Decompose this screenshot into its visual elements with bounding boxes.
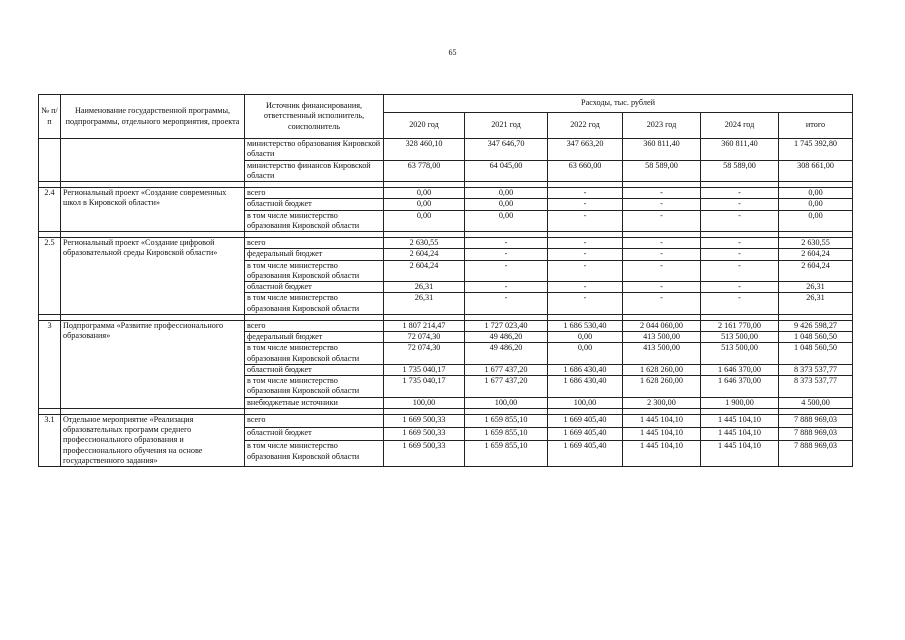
value-year: 100,00 — [548, 397, 623, 408]
value-year: 1 669 405,40 — [548, 414, 623, 427]
funding-source: в том числе министерство образования Кировской области — [245, 210, 384, 232]
value-year: - — [623, 282, 701, 293]
value-year: 513 500,00 — [701, 332, 779, 343]
value-year: 1 727 023,40 — [465, 320, 548, 331]
value-year: 1 677 437,20 — [465, 376, 548, 398]
funding-source: министерство финансов Кировской области — [245, 160, 384, 182]
row-number: 3.1 — [39, 414, 61, 466]
header-year-2021: 2021 год — [465, 113, 548, 139]
value-total: 0,00 — [779, 210, 853, 232]
value-year: - — [623, 293, 701, 315]
value-year: - — [701, 260, 779, 282]
table-body — [39, 139, 853, 467]
header-year-2022: 2022 год — [548, 113, 623, 139]
value-year: 360 811,40 — [623, 139, 701, 161]
value-year: - — [623, 188, 701, 199]
value-year: 0,00 — [465, 210, 548, 232]
value-year: 413 500,00 — [623, 343, 701, 365]
value-year: 64 045,00 — [465, 160, 548, 182]
value-year: 0,00 — [548, 332, 623, 343]
value-year: - — [465, 249, 548, 260]
value-year: - — [548, 282, 623, 293]
value-year: 0,00 — [384, 210, 465, 232]
value-year: 63 778,00 — [384, 160, 465, 182]
value-year: 1 807 214,47 — [384, 320, 465, 331]
value-year: - — [623, 199, 701, 210]
funding-source: в том числе министерство образования Кировской области — [245, 441, 384, 467]
funding-source: министерство образования Кировской области — [245, 139, 384, 161]
table-row — [39, 139, 853, 161]
funding-source: всего — [245, 414, 384, 427]
value-year: 0,00 — [465, 188, 548, 199]
value-year: 1 669 405,40 — [548, 428, 623, 441]
value-total: 0,00 — [779, 199, 853, 210]
value-year: - — [701, 199, 779, 210]
header-no: № п/п — [39, 95, 61, 139]
header-source: Источник финансирования, ответственный исполнитель, соисполнитель — [245, 95, 384, 139]
value-year: - — [623, 260, 701, 282]
value-year: 1 900,00 — [701, 397, 779, 408]
funding-source: всего — [245, 320, 384, 331]
value-year: 72 074,30 — [384, 343, 465, 365]
value-year: 1 628 260,00 — [623, 364, 701, 375]
funding-source: областной бюджет — [245, 428, 384, 441]
value-year: - — [701, 249, 779, 260]
header-year-2023: 2023 год — [623, 113, 701, 139]
value-year: - — [701, 188, 779, 199]
value-year: - — [548, 188, 623, 199]
value-year: 1 677 437,20 — [465, 364, 548, 375]
program-name: Региональный проект «Создание современных школ в Кировской области» — [61, 188, 245, 232]
value-year: 1 659 855,10 — [465, 428, 548, 441]
value-year: 1 686 530,40 — [548, 320, 623, 331]
funding-source: областной бюджет — [245, 364, 384, 375]
value-year: 347 646,70 — [465, 139, 548, 161]
value-year: 328 460,10 — [384, 139, 465, 161]
value-year: 1 646 370,00 — [701, 376, 779, 398]
value-year: 1 659 855,10 — [465, 414, 548, 427]
value-year: - — [465, 260, 548, 282]
value-year: 0,00 — [384, 188, 465, 199]
value-year: 413 500,00 — [623, 332, 701, 343]
value-year: - — [623, 249, 701, 260]
funding-source: всего — [245, 238, 384, 249]
value-total: 1 048 560,50 — [779, 332, 853, 343]
funding-source: всего — [245, 188, 384, 199]
value-year: 513 500,00 — [701, 343, 779, 365]
value-year: 49 486,20 — [465, 332, 548, 343]
funding-source: в том числе министерство образования Кировской области — [245, 260, 384, 282]
value-year: 63 660,00 — [548, 160, 623, 182]
value-year: 1 659 855,10 — [465, 441, 548, 467]
value-year: - — [548, 199, 623, 210]
program-name: Региональный проект «Создание цифровой образовательной среды Кировской области» — [61, 238, 245, 315]
program-name: Подпрограмма «Развитие профессионального образования» — [61, 320, 245, 408]
value-year: 1 628 260,00 — [623, 376, 701, 398]
value-year: 100,00 — [384, 397, 465, 408]
value-total: 26,31 — [779, 293, 853, 315]
value-total: 2 630,55 — [779, 238, 853, 249]
row-number: 2.5 — [39, 238, 61, 315]
value-year: 1 445 104,10 — [701, 441, 779, 467]
value-year: - — [701, 293, 779, 315]
value-total: 4 500,00 — [779, 397, 853, 408]
value-year: 100,00 — [465, 397, 548, 408]
value-total: 7 888 969,03 — [779, 414, 853, 427]
value-year: 2 300,00 — [623, 397, 701, 408]
row-number: 3 — [39, 320, 61, 408]
funding-table — [38, 94, 853, 467]
funding-source: в том числе министерство образования Кировской области — [245, 376, 384, 398]
header-expenses: Расходы, тыс. рублей — [384, 95, 853, 113]
value-year: 1 646 370,00 — [701, 364, 779, 375]
row-number — [39, 139, 61, 182]
value-year: - — [548, 238, 623, 249]
value-year: 2 630,55 — [384, 238, 465, 249]
value-year: 2 604,24 — [384, 249, 465, 260]
value-year: 2 161 770,00 — [701, 320, 779, 331]
header-total: итого — [779, 113, 853, 139]
value-year: - — [465, 282, 548, 293]
value-year: - — [623, 238, 701, 249]
value-year: 347 663,20 — [548, 139, 623, 161]
value-year: 1 445 104,10 — [623, 428, 701, 441]
value-year: 1 445 104,10 — [623, 441, 701, 467]
value-year: 0,00 — [384, 199, 465, 210]
value-year: 1 669 405,40 — [548, 441, 623, 467]
value-total: 7 888 969,03 — [779, 428, 853, 441]
value-year: 58 589,00 — [623, 160, 701, 182]
table-row — [39, 238, 853, 249]
value-year: 1 445 104,10 — [701, 428, 779, 441]
value-year: - — [623, 210, 701, 232]
value-year: - — [548, 249, 623, 260]
header-year-2020: 2020 год — [384, 113, 465, 139]
funding-source: федеральный бюджет — [245, 249, 384, 260]
value-year: 1 445 104,10 — [701, 414, 779, 427]
value-year: 1 669 500,33 — [384, 428, 465, 441]
value-year: 72 074,30 — [384, 332, 465, 343]
value-year: 1 669 500,33 — [384, 414, 465, 427]
funding-source: областной бюджет — [245, 282, 384, 293]
value-year: - — [701, 282, 779, 293]
value-total: 8 373 537,77 — [779, 364, 853, 375]
table-row — [39, 414, 853, 427]
value-year: 49 486,20 — [465, 343, 548, 365]
value-total: 0,00 — [779, 188, 853, 199]
value-year: 26,31 — [384, 293, 465, 315]
page-number: 65 — [448, 48, 457, 57]
value-year: - — [465, 238, 548, 249]
header-year-2024: 2024 год — [701, 113, 779, 139]
value-year: 1 686 430,40 — [548, 376, 623, 398]
header-name: Наименование государственной программы, подпрограммы, отдельного мероприятия, проекта — [61, 95, 245, 139]
table-row — [39, 188, 853, 199]
funding-source: федеральный бюджет — [245, 332, 384, 343]
value-total: 2 604,24 — [779, 260, 853, 282]
value-year: 26,31 — [384, 282, 465, 293]
value-year: 2 044 060,00 — [623, 320, 701, 331]
value-year: 1 669 500,33 — [384, 441, 465, 467]
value-total: 1 745 392,80 — [779, 139, 853, 161]
value-year: 1 445 104,10 — [623, 414, 701, 427]
value-total: 26,31 — [779, 282, 853, 293]
value-total: 2 604,24 — [779, 249, 853, 260]
value-year: 0,00 — [465, 199, 548, 210]
program-name: Отдельное мероприятие «Реализация образовательных программ среднего профессионального образования и профессионального обучения на основе государственного задания» — [61, 414, 245, 466]
value-year: - — [701, 238, 779, 249]
value-year: 1 735 040,17 — [384, 376, 465, 398]
value-year: - — [548, 293, 623, 315]
value-year: - — [701, 210, 779, 232]
row-number: 2.4 — [39, 188, 61, 232]
table-row — [39, 320, 853, 331]
value-year: 2 604,24 — [384, 260, 465, 282]
funding-source: в том числе министерство образования Кировской области — [245, 343, 384, 365]
value-year: - — [548, 260, 623, 282]
value-year: 1 686 430,40 — [548, 364, 623, 375]
value-total: 7 888 969,03 — [779, 441, 853, 467]
value-year: - — [465, 293, 548, 315]
value-year: 360 811,40 — [701, 139, 779, 161]
value-year: 1 735 040,17 — [384, 364, 465, 375]
value-total: 308 661,00 — [779, 160, 853, 182]
value-total: 8 373 537,77 — [779, 376, 853, 398]
value-year: - — [548, 210, 623, 232]
value-total: 9 426 598,27 — [779, 320, 853, 331]
value-year: 58 589,00 — [701, 160, 779, 182]
program-name — [61, 139, 245, 182]
funding-source: внебюджетные источники — [245, 397, 384, 408]
funding-source: в том числе министерство образования Кировской области — [245, 293, 384, 315]
funding-source: областной бюджет — [245, 199, 384, 210]
value-year: 0,00 — [548, 343, 623, 365]
value-total: 1 048 560,50 — [779, 343, 853, 365]
